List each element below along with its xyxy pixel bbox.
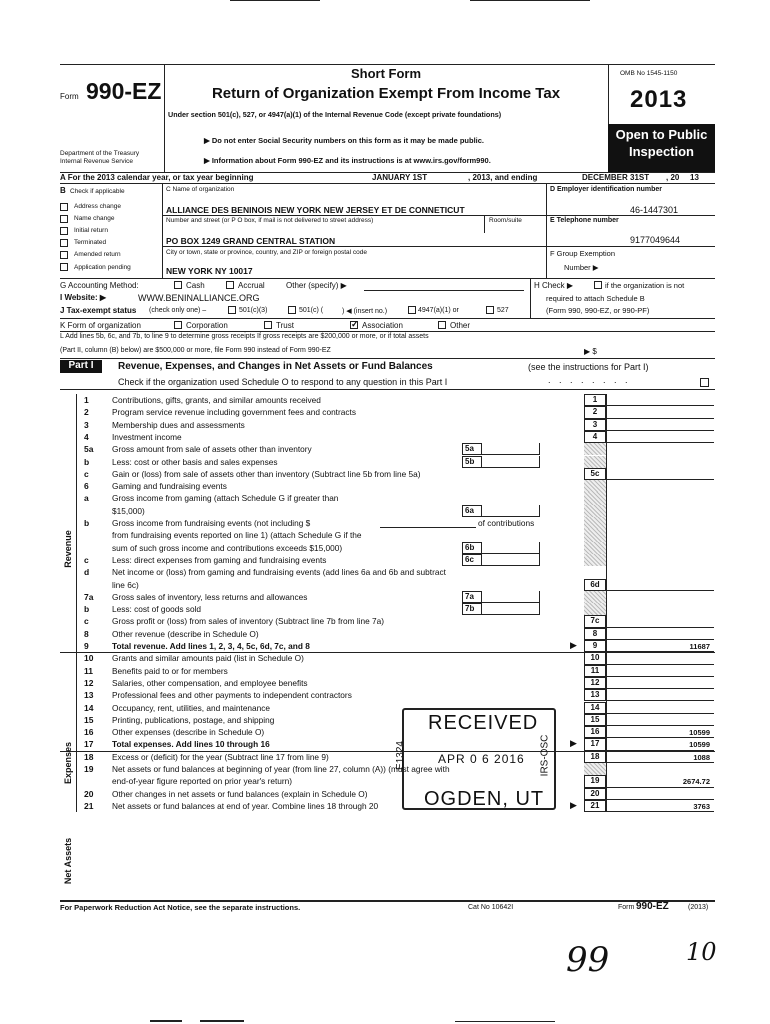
- shaded-cell: [584, 505, 606, 517]
- amount-column-rule: [606, 394, 607, 812]
- received-stamp: [394, 706, 558, 810]
- form-prefix: Form: [60, 92, 79, 101]
- stamp-city: OGDEN, UT: [424, 788, 545, 810]
- line-description: Less: cost or other basis and sales expenses: [112, 456, 278, 467]
- line-number: 16: [84, 727, 94, 738]
- other-form-label: Other: [450, 321, 471, 330]
- line-amount-field[interactable]: [606, 394, 714, 406]
- line-number: c: [84, 554, 89, 565]
- check-if-applicable: Check if applicable: [70, 188, 125, 195]
- stamp-received: RECEIVED: [428, 712, 539, 734]
- check-only-one: (check only one) –: [149, 307, 207, 314]
- shaded-cell: [584, 517, 606, 529]
- line-amount-field[interactable]: [606, 689, 714, 701]
- line-box-label: 1: [592, 395, 598, 404]
- line-number: c: [84, 468, 89, 479]
- line-number: 7a: [84, 591, 94, 602]
- status-501c-label: 501(c) (: [299, 307, 324, 314]
- line-number: b: [84, 518, 90, 528]
- line-box-label: 10: [590, 653, 600, 663]
- section-b-label: B: [60, 186, 66, 195]
- line-description: Gaming and fundraising events: [112, 481, 227, 492]
- telephone-label: E Telephone number: [550, 217, 619, 224]
- line-k-label: K Form of organization: [60, 321, 141, 330]
- line-description-extra: of contributions: [478, 518, 535, 528]
- street-address[interactable]: PO BOX 1249 GRAND CENTRAL STATION: [166, 236, 336, 246]
- line-description: Gross amount from sale of assets other than inventory: [112, 444, 312, 455]
- footer-form-year: (2013): [688, 904, 709, 911]
- line-box-label: 21: [590, 800, 600, 810]
- sub-line-label: 6a: [465, 505, 474, 515]
- line-number: 21: [84, 800, 94, 811]
- omb-number: OMB No 1545-1150: [620, 70, 678, 77]
- info-notice: ▶ Information about Form 990-EZ and its instructions is at www.irs.gov/form990.: [204, 156, 491, 165]
- footer-cat-number: Cat No 10642I: [468, 904, 514, 911]
- scan-mark-bottom-right: [455, 1021, 555, 1022]
- line-box-label: 2: [592, 407, 598, 417]
- line-number: 20: [84, 788, 94, 799]
- line-number: 5a: [84, 444, 94, 455]
- tax-year: 2013: [630, 86, 688, 113]
- handwritten-mark-1: 99: [566, 940, 610, 980]
- line-box-label: 11: [590, 665, 600, 675]
- line-number: 1: [84, 395, 89, 405]
- shaded-cell: [584, 443, 606, 455]
- line-box-label: 15: [590, 714, 600, 724]
- city-label: City or town, state or province, country, and ZIP or foreign postal code: [166, 249, 367, 256]
- line-a-label: A For the 2013 calendar year, or tax year beginning: [60, 173, 254, 182]
- footer-paperwork-notice: For Paperwork Reduction Act Notice, see the separate instructions.: [60, 903, 301, 912]
- footer-form-number: 990-EZ: [636, 901, 669, 912]
- application-pending-label: Application pending: [74, 264, 131, 271]
- line-description: Salaries, other compensation, and employee benefits: [112, 677, 308, 688]
- no-ssn-notice: ▶ Do not enter Social Security numbers on this form as it may be made public.: [204, 136, 484, 145]
- form-title: Return of Organization Exempt From Income Tax: [211, 85, 561, 102]
- line-l-text2: (Part II, column (B) below) are $500,000 or more, file Form 990 instead of Form 990-EZ: [60, 347, 331, 354]
- line-description: Excess or (deficit) for the year (Subtract line 17 from line 9): [112, 751, 329, 762]
- city-state-zip[interactable]: NEW YORK NY 10017: [166, 266, 253, 276]
- terminated-label: Terminated: [74, 239, 107, 246]
- line-box-label: 7c: [590, 616, 600, 626]
- sub-line-amount-field[interactable]: [482, 505, 540, 517]
- shaded-cell: [584, 529, 606, 541]
- line-j-label: J Tax-exempt status: [60, 306, 137, 315]
- group-exemption-label: F Group Exemption: [550, 249, 616, 258]
- side-label-rule: [76, 394, 77, 812]
- line-box-label: 4: [592, 431, 598, 441]
- line-amount-field[interactable]: [606, 615, 714, 627]
- revenue-side-label: Revenue: [63, 530, 73, 568]
- total-arrow-icon: ▶: [570, 799, 577, 810]
- line-amount-field[interactable]: [606, 406, 714, 418]
- line-description: Professional fees and other payments to independent contractors: [112, 690, 352, 701]
- line-description: Gross sales of inventory, less returns and allowances: [112, 591, 308, 602]
- total-arrow-icon: ▶: [570, 738, 577, 749]
- section-separator: [60, 751, 715, 752]
- website-value[interactable]: WWW.BENINALLIANCE.ORG: [138, 293, 260, 303]
- address-change-label: Address change: [74, 203, 121, 210]
- schedule-o-check-text: Check if the organization used Schedule O to respond to any question in this Part I: [118, 377, 448, 387]
- status-501c3-label: 501(c)(3): [239, 307, 268, 314]
- sub-line-label: 5b: [465, 456, 475, 466]
- line-description: Gross income from gaming (attach Schedule G if greater than: [112, 493, 339, 504]
- line-description: Gross profit or (loss) from sales of inventory (Subtract line 7b from line 7a): [112, 616, 385, 627]
- line-box-label: 12: [590, 677, 600, 687]
- open-to-public-text: Open to Public: [615, 127, 708, 142]
- line-amount-value: 3763: [693, 801, 710, 811]
- line-amount-field[interactable]: [606, 702, 714, 714]
- part1-title-note: (see the instructions for Part I): [528, 362, 649, 372]
- ein-label: D Employer identification number: [550, 186, 663, 193]
- expenses-side-label: Expenses: [63, 741, 73, 785]
- line-amount-field[interactable]: [606, 788, 714, 800]
- shaded-cell: [584, 554, 606, 566]
- line-box-label: 5c: [590, 468, 600, 478]
- corporation-label: Corporation: [186, 321, 228, 330]
- line-description: Other changes in net assets or fund balances (explain in Schedule O): [112, 788, 368, 799]
- line-description: Other revenue (describe in Schedule O): [112, 628, 259, 639]
- line-description: Membership dues and assessments: [112, 419, 245, 430]
- line-number: d: [84, 567, 90, 578]
- scan-mark-bottom-left: [150, 1020, 182, 1022]
- line-description: Total revenue. Add lines 1, 2, 3, 4, 5c, 6d, 7c, and 8: [112, 641, 310, 651]
- line-amount-value: 10599: [689, 740, 710, 750]
- section-separator: [60, 652, 715, 653]
- line-description: Gain or (loss) from sale of assets other than inventory (Subtract line 5b from line 5a): [112, 468, 421, 479]
- line-number: 15: [84, 714, 94, 725]
- website-label: I Website: ▶: [60, 293, 107, 302]
- line-description: Gross income from fundraising events (not including $: [112, 518, 311, 528]
- name-change-label: Name change: [74, 215, 115, 222]
- sub-line-amount-field[interactable]: [482, 443, 540, 455]
- sub-line-label: 6c: [465, 554, 474, 564]
- line-box-label: 16: [590, 727, 600, 737]
- shaded-cell: [584, 492, 606, 504]
- title-short-form: Short Form: [350, 66, 422, 81]
- line-description: sum of such gross income and contributions exceeds $15,000): [112, 542, 343, 553]
- line-number: 8: [84, 628, 89, 639]
- trust-label: Trust: [276, 321, 294, 330]
- initial-return-label: Initial return: [74, 227, 108, 234]
- line-number: 13: [84, 690, 94, 701]
- line-number: 17: [84, 739, 94, 750]
- revenue-side-block: [60, 394, 76, 704]
- association-check-mark: ✓: [351, 319, 359, 329]
- sub-line-label: 7a: [465, 591, 474, 601]
- line-amount-field[interactable]: [606, 431, 714, 443]
- under-section-text: Under section 501(c), 527, or 4947(a)(1) of the Internal Revenue Code (except private foundations): [168, 110, 502, 119]
- cash-label: Cash: [186, 281, 205, 290]
- dept-line2: Internal Revenue Service: [60, 158, 133, 165]
- stamp-right-code: IRS-OSC: [539, 734, 551, 777]
- sub-line-amount-field[interactable]: [482, 603, 540, 615]
- shaded-cell: [584, 456, 606, 468]
- shaded-cell: [584, 542, 606, 554]
- sub-line-amount-field[interactable]: [482, 542, 540, 554]
- line-amount-field[interactable]: [606, 652, 714, 664]
- line-box-label: 20: [590, 788, 600, 798]
- line-description: Less: direct expenses from gaming and fundraising events: [112, 554, 327, 565]
- telephone-value[interactable]: 9177049644: [630, 235, 681, 245]
- line-amount-field[interactable]: [606, 419, 714, 431]
- line-amount-field[interactable]: [606, 579, 714, 591]
- line-amount-value: 2674.72: [682, 777, 710, 787]
- line-box-label: 6d: [590, 579, 600, 589]
- line-description: Net income or (loss) from gaming and fundraising events (add lines 6a and 6b and subtract: [112, 567, 446, 578]
- line-box-label: 3: [592, 419, 598, 429]
- sub-line-label: 7b: [465, 604, 475, 614]
- line-description: Program service revenue including government fees and contracts: [112, 407, 356, 418]
- line-box-label: 14: [590, 702, 600, 712]
- net-assets-side-block: [60, 824, 76, 900]
- line-number: 2: [84, 407, 89, 418]
- sub-line-label: 6b: [465, 542, 475, 552]
- other-method-label: Other (specify) ▶: [286, 281, 347, 290]
- line-amount-value: 1088: [693, 752, 710, 762]
- sub-line-amount-field[interactable]: [482, 456, 540, 468]
- insert-no-label: ) ◀ (insert no.): [342, 308, 388, 315]
- tax-year-begin: JANUARY 1ST: [372, 173, 428, 182]
- line-amount-field[interactable]: [606, 665, 714, 677]
- line-h-text: if the organization is not: [605, 281, 685, 290]
- line-number: 10: [84, 653, 94, 664]
- status-4947-label: 4947(a)(1) or: [418, 307, 459, 314]
- line-description: Other expenses (describe in Schedule O): [112, 727, 265, 738]
- shaded-cell: [584, 591, 606, 603]
- line-description: Investment income: [112, 431, 182, 442]
- line-number: b: [84, 604, 90, 615]
- line-amount-field[interactable]: [606, 628, 714, 640]
- line-box-label: 9: [592, 641, 598, 650]
- part1-title: Revenue, Expenses, and Changes in Net Assets or Fund Balances: [118, 361, 433, 372]
- line-number: 18: [84, 751, 94, 762]
- line-description: end-of-year figure reported on prior year's return): [112, 776, 293, 787]
- line-a-year: 13: [690, 173, 699, 182]
- organization-name[interactable]: ALLIANCE DES BENINOIS NEW YORK NEW JERSEY ET DE CONNETICUT: [166, 205, 465, 215]
- line-description: Net assets or fund balances at beginning of year (from line 27, column (A)) (must agree with: [112, 764, 450, 774]
- contribution-amount-line: [380, 527, 476, 528]
- net-assets-side-label: Net Assets: [63, 837, 73, 885]
- shaded-cell: [584, 480, 606, 492]
- line-number: 9: [84, 641, 89, 651]
- part1-tag-text: Part I: [68, 360, 94, 371]
- scan-mark-top-left: [230, 0, 320, 1]
- form-number: 990-EZ: [86, 78, 162, 104]
- line-amount-field[interactable]: [606, 468, 714, 480]
- handwritten-mark-2: 10: [686, 938, 717, 966]
- line-number: a: [84, 493, 89, 504]
- room-suite-label: Room/suite: [489, 217, 522, 224]
- line-description: Net assets or fund balances at end of year. Combine lines 18 through 20: [112, 800, 379, 811]
- inspection-text: Inspection: [628, 144, 694, 159]
- line-description: Benefits paid to or for members: [112, 665, 228, 676]
- line-h-text3: (Form 990, 990-EZ, or 990-PF): [546, 306, 650, 315]
- scan-mark-top: [470, 0, 590, 1]
- line-amount-value: 11687: [689, 642, 710, 651]
- line-box-label: 8: [592, 628, 598, 638]
- line-number: c: [84, 616, 89, 627]
- sub-line-amount-field[interactable]: [482, 554, 540, 566]
- street-label: Number and street (or P O box, if mail is not delivered to street address): [166, 217, 374, 224]
- line-box-label: 17: [590, 739, 600, 749]
- line-number: 6: [84, 481, 89, 492]
- line-l-text1: L Add lines 5b, 6c, and 7b, to line 9 to determine gross receipts If gross receipts are $200,000 or more, or if total assets: [60, 333, 429, 340]
- status-527-label: 527: [497, 307, 509, 314]
- section-c-label: C Name of organization: [166, 186, 235, 193]
- line-g-label: G Accounting Method:: [60, 281, 139, 290]
- stamp-date: APR 0 6 2016: [438, 752, 525, 766]
- line-description: Total expenses. Add lines 10 through 16: [112, 739, 270, 750]
- line-description: Less: cost of goods sold: [112, 604, 202, 615]
- line-h-check: H Check ▶: [534, 281, 574, 290]
- group-exemption-number-label: Number ▶: [564, 263, 599, 272]
- line-amount-field[interactable]: [606, 677, 714, 689]
- sub-line-amount-field[interactable]: [482, 591, 540, 603]
- tax-year-end: DECEMBER 31ST: [582, 173, 650, 182]
- scan-mark-bottom-mid: [200, 1020, 244, 1022]
- line-description: Grants and similar amounts paid (list in Schedule O): [112, 653, 304, 664]
- line-description: line 6c): [112, 579, 139, 590]
- line-number: b: [84, 456, 90, 467]
- total-arrow-icon: ▶: [570, 640, 577, 650]
- line-number: 4: [84, 431, 89, 442]
- line-box-label: 18: [590, 751, 600, 761]
- line-number: 14: [84, 702, 94, 713]
- sub-line-label: 5a: [465, 444, 474, 454]
- line-description: Printing, publications, postage, and shipping: [112, 714, 275, 725]
- footer-form-label: Form: [618, 904, 635, 911]
- line-description: Contributions, gifts, grants, and similar amounts received: [112, 395, 321, 405]
- amended-return-label: Amended return: [74, 251, 121, 258]
- line-description: from fundraising events reported on line 1) (attach Schedule G if the: [112, 530, 362, 541]
- association-label: Association: [362, 321, 403, 330]
- line-a-year-prefix: , 20: [666, 173, 680, 182]
- line-box-label: 13: [590, 690, 600, 700]
- line-number: 3: [84, 419, 89, 430]
- stamp-left-code: E1324: [394, 741, 406, 770]
- line-a-mid: , 2013, and ending: [468, 173, 538, 182]
- line-number: 11: [84, 665, 93, 676]
- line-amount-value: 10599: [689, 728, 710, 738]
- line-amount-field[interactable]: [606, 714, 714, 726]
- shaded-cell: [584, 763, 606, 775]
- line-description: Occupancy, rent, utilities, and maintenance: [112, 702, 271, 713]
- line-h-text2: required to attach Schedule B: [546, 294, 645, 303]
- dept-line1: Department of the Treasury: [60, 150, 140, 157]
- expenses-side-block: [60, 704, 76, 824]
- line-box-label: 19: [590, 776, 600, 786]
- line-description: $15,000): [112, 505, 145, 516]
- accrual-label: Accrual: [238, 281, 265, 290]
- line-number: 12: [84, 677, 94, 688]
- shaded-cell: [584, 603, 606, 615]
- ein-value[interactable]: 46-1447301: [630, 205, 679, 215]
- line-l-arrow: ▶ $: [584, 347, 597, 356]
- schedule-o-dots: . . . . . . . .: [548, 375, 631, 385]
- line-number: 19: [84, 764, 94, 774]
